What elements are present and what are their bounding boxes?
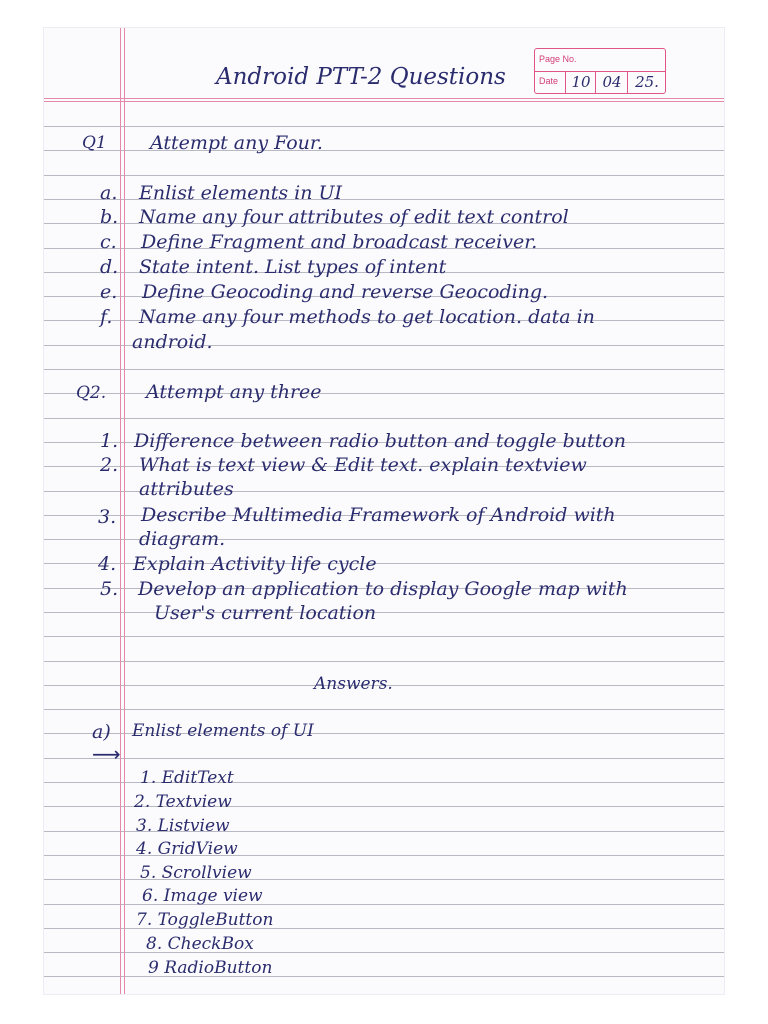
q2-item-3: Describe Multimedia Framework of Android with: [141, 504, 616, 526]
q1-item-f-marker: f.: [100, 306, 113, 328]
q2-item-3-marker: 3.: [98, 506, 117, 528]
ruled-line: [44, 418, 724, 419]
date-year: 25.: [627, 71, 666, 93]
answer-a-item-9: 9 RadioButton: [148, 958, 273, 978]
page-number-label: Page No.: [539, 54, 577, 64]
q1-item-a: Enlist elements in UI: [139, 182, 343, 204]
ruled-line: [44, 126, 724, 127]
q2-label: Q2.: [76, 383, 107, 403]
q1-item-c-marker: c.: [100, 231, 117, 253]
answer-a-item-6: 6. Image view: [142, 886, 263, 906]
page-date-box: [534, 48, 666, 94]
margin-line: [120, 28, 121, 994]
q1-item-a-marker: a.: [100, 182, 118, 204]
answer-a-item-1: 1. EditText: [140, 768, 234, 788]
page-title: Android PTT-2 Questions: [216, 64, 506, 90]
q1-item-c: Define Fragment and broadcast receiver.: [141, 231, 538, 253]
q2-item-5: Develop an application to display Google map with: [138, 578, 628, 600]
q2-item-2: What is text view & Edit text. explain textview: [139, 454, 587, 476]
q2-item-2-cont: attributes: [139, 478, 234, 500]
q2-item-1-marker: 1.: [100, 430, 119, 452]
q1-item-e: Define Geocoding and reverse Geocoding.: [142, 281, 549, 303]
answer-a-marker: a): [92, 721, 111, 743]
q1-item-d-marker: d.: [100, 256, 119, 278]
header-rule: [44, 98, 724, 99]
ruled-line: [44, 175, 724, 176]
date-row: [535, 71, 665, 93]
ruled-line: [44, 758, 724, 759]
q1-item-d: State intent. List types of intent: [139, 256, 447, 278]
q1-item-f: Name any four methods to get location. data in: [139, 306, 595, 328]
q2-item-4: Explain Activity life cycle: [133, 553, 377, 575]
ruled-line: [44, 150, 724, 151]
answer-a-item-5: 5. Scrollview: [140, 863, 252, 883]
q1-heading: Attempt any Four.: [150, 132, 323, 154]
q2-heading: Attempt any three: [146, 381, 322, 403]
ruled-line: [44, 369, 724, 370]
answer-a-item-8: 8. CheckBox: [146, 934, 254, 954]
answer-a-item-3: 3. Listview: [136, 816, 230, 836]
ruled-line: [44, 636, 724, 637]
answer-a-item-7: 7. ToggleButton: [136, 910, 274, 930]
answer-a-title: Enlist elements of UI: [132, 721, 314, 741]
q2-item-1: Difference between radio button and toggle button: [134, 430, 626, 452]
q1-item-e-marker: e.: [100, 281, 118, 303]
page-number-row: [535, 49, 665, 72]
answer-a-item-4: 4. GridView: [136, 839, 238, 859]
q1-item-b-marker: b.: [100, 206, 119, 228]
ruled-line: [44, 976, 724, 977]
q1-item-b: Name any four attributes of edit text control: [139, 206, 569, 228]
date-day: 10: [565, 71, 596, 93]
q2-item-2-marker: 2.: [100, 454, 119, 476]
q2-item-5-cont: User's current location: [154, 602, 377, 624]
ruled-line: [44, 661, 724, 662]
q1-item-f-cont: android.: [132, 331, 213, 353]
answer-a-item-2: 2. Textview: [134, 792, 232, 812]
margin-line-inner: [124, 28, 125, 994]
q2-item-4-marker: 4.: [98, 553, 117, 575]
ruled-line: [44, 612, 724, 613]
ruled-line: [44, 709, 724, 710]
q1-label: Q1: [82, 133, 107, 153]
notebook-page: [44, 28, 724, 994]
date-label: Date: [539, 76, 559, 86]
header-rule: [44, 101, 724, 102]
date-month: 04: [595, 71, 628, 93]
right-arrow-icon: ⟶: [92, 742, 121, 766]
answers-heading: Answers.: [314, 674, 393, 694]
q2-item-5-marker: 5.: [100, 578, 119, 600]
q2-item-3-cont: diagram.: [139, 528, 226, 550]
